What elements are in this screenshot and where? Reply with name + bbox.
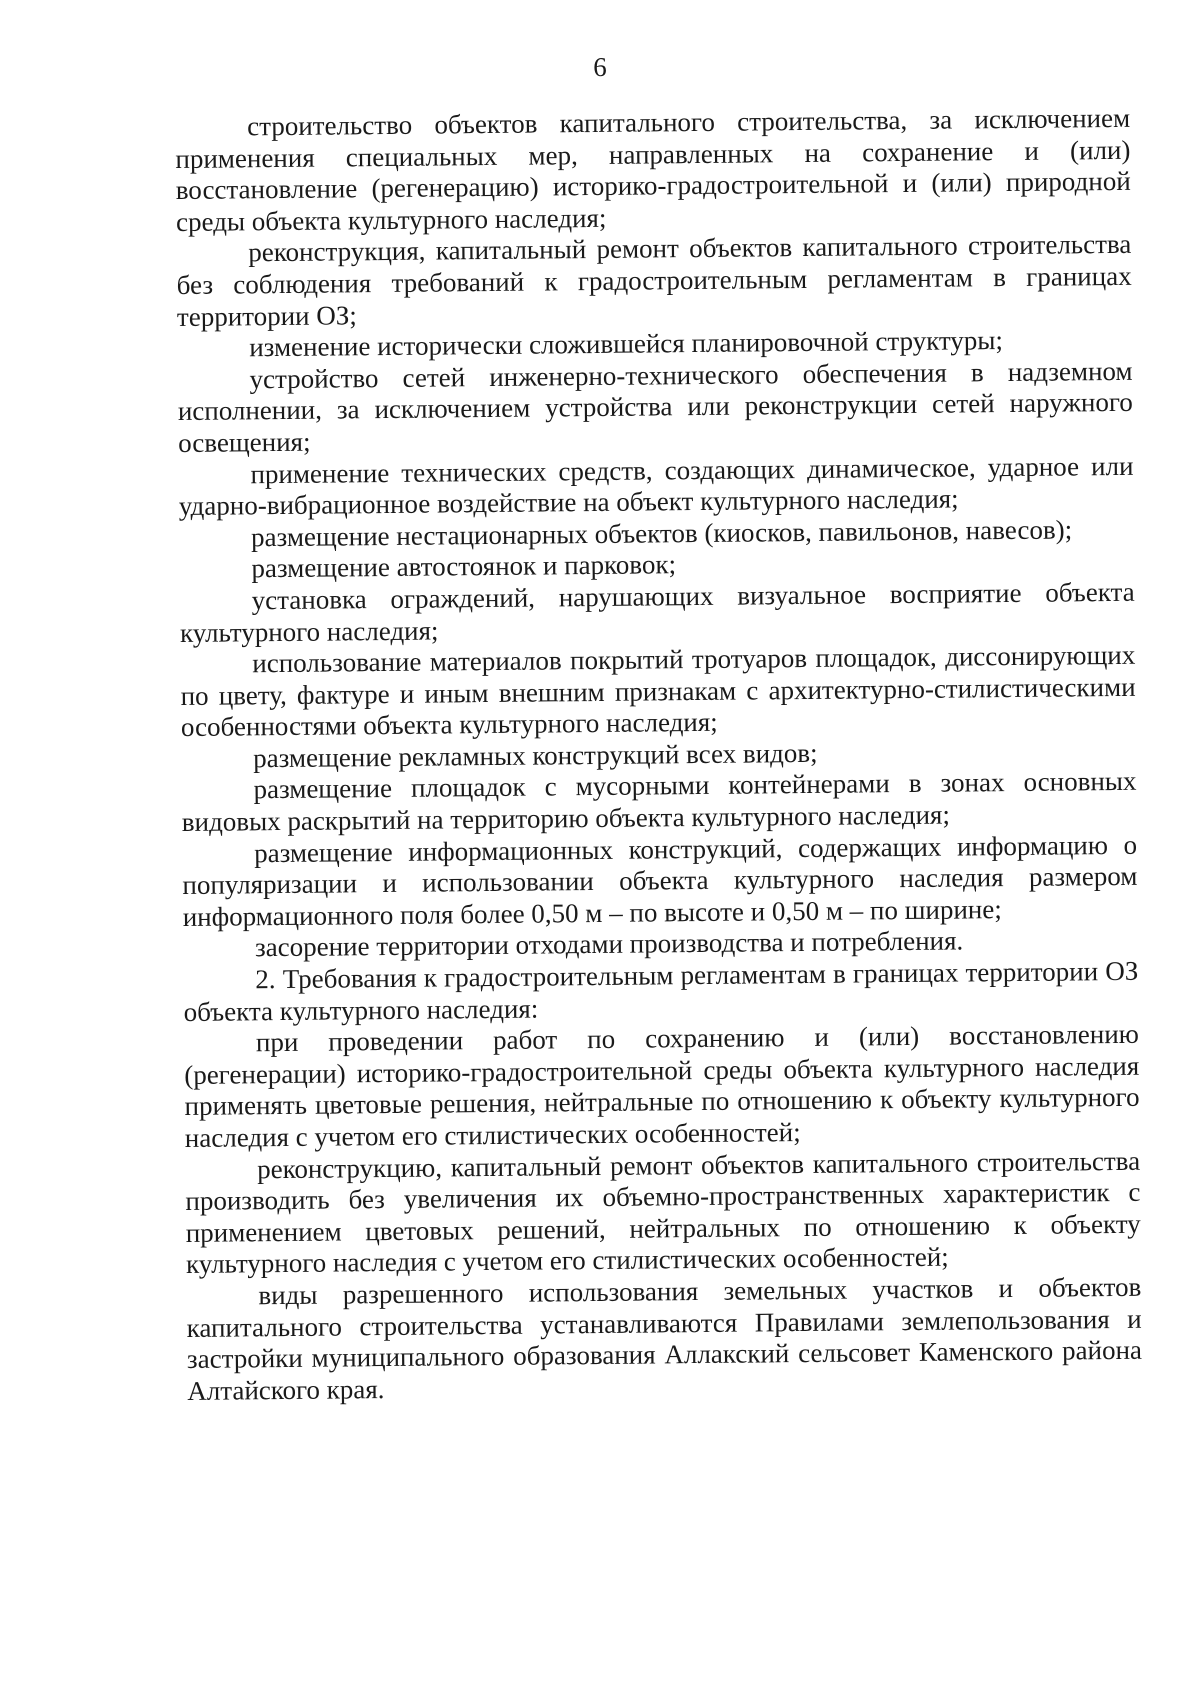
paragraph-requirement-reconstruction: реконструкцию, капитальный ремонт объектов капитального строительства производить без увеличения их объемно-пространственных характеристик с применением цветовых решений, нейтральных по отношению к объекту культурного наследия с учетом его стилистических особенностей; <box>185 1145 1141 1280</box>
paragraph-prohibition-info-signs: размещение информационных конструкций, содержащих информацию о популяризации и использовании объекта культурного наследия размером информационного поля более 0,50 м – по высоте и 0,50 м – по ширине; <box>182 829 1138 932</box>
paragraph-prohibition-advertising: размещение рекламных конструкций всех видов; <box>253 737 818 774</box>
paragraph-prohibition-planning-structure: изменение исторически сложившейся планировочной структуры; <box>249 325 1004 363</box>
paragraph-prohibition-overhead-networks: устройство сетей инженерно-технического обеспечения в надземном исполнении, за исключением устройства или реконструкции сетей наружного освещения; <box>177 355 1133 458</box>
paragraph-prohibition-littering: засорение территории отходами производства и потребления. <box>254 925 964 963</box>
paragraph-prohibition-waste-containers: размещение площадок с мусорными контейнерами в зонах основных видовых раскрытий на территорию объекта культурного наследия; <box>181 766 1137 838</box>
paragraph-prohibition-temporary-objects: размещение нестационарных объектов (киосков, павильонов, навесов); <box>250 514 1073 553</box>
paragraph-requirement-color-solutions: при проведении работ по сохранению и (или) восстановлению (регенерации) историко-градостроительной среды объекта культурного наследия применять цветовые решения, нейтральные по отношению к объекту культурного наследия с учетом его стилистических особенностей; <box>184 1019 1140 1153</box>
paragraph-prohibition-paving-materials: использование материалов покрытий тротуаров площадок, диссонирующих по цвету, фактуре и иным внешним признакам с архитектурно-стилистическими особенностями объекта культурного наследия; <box>180 639 1136 743</box>
page-number: 6 <box>593 52 607 82</box>
section-2-heading: 2. Требования к градостроительным регламентам в границах территории ОЗ объекта культурного наследия: <box>183 955 1139 1027</box>
paragraph-prohibition-parking: размещение автостоянок и парковок; <box>251 549 677 584</box>
paragraph-prohibition-fences: установка ограждений, нарушающих визуальное восприятие объекта культурного наследия; <box>179 576 1135 648</box>
paragraph-prohibition-construction: строительство объектов капитального строительства, за исключением применения специальных мер, направленных на сохранение и (или) восстановление (регенерацию) историко-градостроительной и (или) природной среды объекта культурного наследия; <box>175 102 1131 237</box>
paragraph-prohibition-reconstruction: реконструкция, капитальный ремонт объектов капитального строительства без соблюдения требований к градостроительным регламентам в границах территории ОЗ; <box>176 229 1132 332</box>
paragraph-requirement-land-use: виды разрешенного использования земельных участков и объектов капитального строительства устанавливаются Правилами землепользования и застройки муниципального образования Аллакский сельсовет Каменского района Алтайского края. <box>186 1271 1143 1406</box>
paragraph-prohibition-dynamic-impact: применение технических средств, создающих динамическое, ударное или ударно-вибрационное воздействие на объект культурного наследия; <box>178 450 1134 522</box>
document-body <box>175 103 1142 1407</box>
